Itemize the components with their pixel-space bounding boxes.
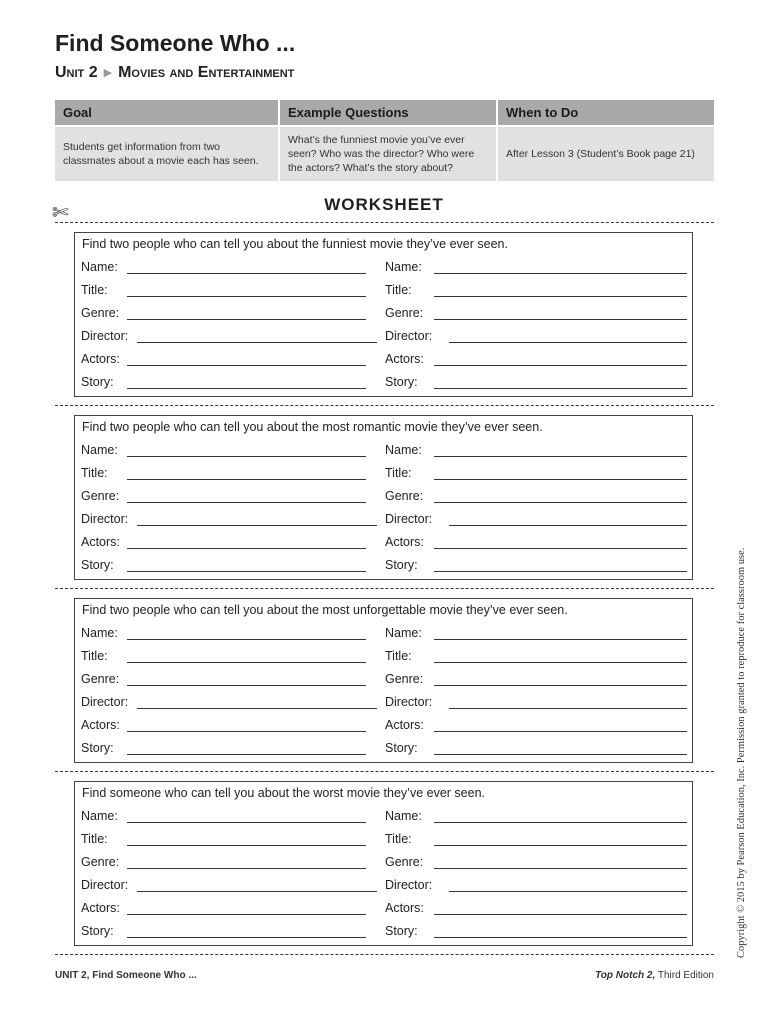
write-in-line[interactable]	[137, 525, 377, 526]
write-in-line[interactable]	[434, 571, 687, 572]
field-label: Story:	[385, 375, 418, 389]
write-in-line[interactable]	[127, 639, 366, 640]
field-label: Story:	[81, 375, 114, 389]
unit-heading	[55, 64, 294, 82]
worksheet-section	[74, 598, 693, 763]
write-in-line[interactable]	[127, 868, 366, 869]
field-title-1	[81, 832, 379, 848]
field-label: Story:	[385, 741, 418, 755]
write-in-line[interactable]	[434, 479, 687, 480]
field-genre-1	[81, 489, 379, 505]
write-in-line[interactable]	[434, 365, 687, 366]
write-in-line[interactable]	[127, 754, 366, 755]
field-label: Story:	[385, 924, 418, 938]
field-label: Name:	[385, 260, 422, 274]
field-label: Story:	[385, 558, 418, 572]
field-label: Title:	[81, 649, 108, 663]
field-title-1	[81, 466, 379, 482]
field-label: Story:	[81, 741, 114, 755]
field-actors-1	[81, 535, 379, 551]
cut-line	[55, 954, 714, 955]
field-story-1	[81, 741, 379, 757]
scissors-icon: ✄	[52, 202, 69, 224]
write-in-line[interactable]	[449, 708, 687, 709]
field-label: Title:	[81, 283, 108, 297]
field-actors-1	[81, 352, 379, 368]
footer-book-title: Top Notch 2,	[595, 970, 656, 981]
write-in-line[interactable]	[127, 914, 366, 915]
write-in-line[interactable]	[449, 525, 687, 526]
write-in-line[interactable]	[127, 479, 366, 480]
write-in-line[interactable]	[449, 342, 687, 343]
field-actors-1	[81, 901, 379, 917]
write-in-line[interactable]	[137, 708, 377, 709]
field-label: Name:	[385, 443, 422, 457]
write-in-line[interactable]	[137, 891, 377, 892]
write-in-line[interactable]	[127, 662, 366, 663]
field-label: Director:	[385, 329, 433, 343]
cut-line	[55, 771, 714, 772]
cut-line	[55, 222, 714, 223]
write-in-line[interactable]	[434, 502, 687, 503]
field-name-1	[81, 809, 379, 825]
field-label: Actors:	[385, 535, 424, 549]
field-label: Title:	[385, 283, 412, 297]
field-name-1	[81, 626, 379, 642]
field-name-2	[385, 626, 689, 642]
field-name-1	[81, 260, 379, 276]
write-in-line[interactable]	[434, 731, 687, 732]
field-label: Title:	[81, 832, 108, 846]
example-questions-header: Example Questions	[279, 100, 497, 126]
unit-topic: Movies and Entertainment	[118, 64, 295, 81]
write-in-line[interactable]	[434, 296, 687, 297]
write-in-line[interactable]	[127, 571, 366, 572]
field-genre-2	[385, 855, 689, 871]
field-name-2	[385, 443, 689, 459]
field-label: Actors:	[385, 901, 424, 915]
field-actors-2	[385, 352, 689, 368]
field-genre-2	[385, 672, 689, 688]
footer-edition: Third Edition	[657, 970, 714, 981]
field-label: Genre:	[385, 855, 424, 869]
unit-number: Unit 2	[55, 64, 98, 81]
field-label: Actors:	[81, 352, 120, 366]
write-in-line[interactable]	[127, 365, 366, 366]
field-director-1	[81, 329, 379, 345]
write-in-line[interactable]	[434, 662, 687, 663]
write-in-line[interactable]	[127, 548, 366, 549]
write-in-line[interactable]	[127, 822, 366, 823]
field-title-2	[385, 832, 689, 848]
page-title: Find Someone Who ...	[55, 30, 296, 56]
field-story-1	[81, 558, 379, 574]
field-genre-2	[385, 489, 689, 505]
write-in-line[interactable]	[127, 845, 366, 846]
goal-cell: Students get information from two classmates about a movie each has seen.	[55, 126, 279, 181]
write-in-line[interactable]	[434, 822, 687, 823]
field-story-2	[385, 558, 689, 574]
triangle-arrow-icon: ▶	[103, 67, 113, 79]
field-actors-2	[385, 718, 689, 734]
write-in-line[interactable]	[127, 296, 366, 297]
field-label: Director:	[385, 512, 433, 526]
field-label: Name:	[81, 809, 118, 823]
field-name-1	[81, 443, 379, 459]
field-label: Genre:	[81, 672, 120, 686]
field-label: Genre:	[385, 672, 424, 686]
field-genre-1	[81, 672, 379, 688]
field-story-2	[385, 375, 689, 391]
field-title-1	[81, 283, 379, 299]
field-label: Director:	[385, 695, 433, 709]
field-story-1	[81, 924, 379, 940]
cut-line	[55, 405, 714, 406]
section-prompt: Find two people who can tell you about the most romantic movie they’ve ever seen.	[82, 420, 543, 434]
field-label: Title:	[385, 466, 412, 480]
field-label: Name:	[81, 626, 118, 640]
section-prompt: Find two people who can tell you about the most unforgettable movie they’ve ever seen.	[82, 603, 568, 617]
field-name-2	[385, 260, 689, 276]
field-director-1	[81, 512, 379, 528]
field-title-2	[385, 649, 689, 665]
worksheet-section	[74, 781, 693, 946]
field-genre-2	[385, 306, 689, 322]
field-label: Story:	[81, 558, 114, 572]
field-label: Name:	[385, 809, 422, 823]
field-story-2	[385, 924, 689, 940]
write-in-line[interactable]	[434, 937, 687, 938]
footer-unit: UNIT 2, Find Someone Who ...	[55, 970, 197, 981]
field-genre-1	[81, 855, 379, 871]
write-in-line[interactable]	[137, 342, 377, 343]
write-in-line[interactable]	[434, 319, 687, 320]
goal-table	[55, 100, 714, 181]
field-label: Actors:	[385, 718, 424, 732]
write-in-line[interactable]	[434, 868, 687, 869]
write-in-line[interactable]	[434, 914, 687, 915]
field-label: Genre:	[385, 306, 424, 320]
write-in-line[interactable]	[434, 273, 687, 274]
field-label: Story:	[81, 924, 114, 938]
write-in-line[interactable]	[434, 639, 687, 640]
example-questions-cell: What’s the funniest movie you’ve ever seen? Who was the director? Who were the actors? What’s the story about?	[279, 126, 497, 181]
field-label: Genre:	[81, 855, 120, 869]
write-in-line[interactable]	[127, 731, 366, 732]
write-in-line[interactable]	[127, 273, 366, 274]
field-actors-2	[385, 535, 689, 551]
field-label: Director:	[81, 329, 129, 343]
write-in-line[interactable]	[434, 685, 687, 686]
write-in-line[interactable]	[127, 456, 366, 457]
field-director-2	[385, 512, 689, 528]
field-story-1	[81, 375, 379, 391]
field-label: Director:	[81, 695, 129, 709]
field-actors-2	[385, 901, 689, 917]
copyright-notice: Copyright © 2015 by Pearson Education, Inc. Permission granted to reproduce for classroom use.	[736, 547, 747, 958]
when-to-do-cell: After Lesson 3 (Student’s Book page 21)	[497, 126, 714, 181]
field-story-2	[385, 741, 689, 757]
write-in-line[interactable]	[127, 937, 366, 938]
field-title-2	[385, 283, 689, 299]
field-label: Director:	[81, 512, 129, 526]
write-in-line[interactable]	[434, 845, 687, 846]
section-prompt: Find someone who can tell you about the worst movie they’ve ever seen.	[82, 786, 485, 800]
field-director-2	[385, 329, 689, 345]
write-in-line[interactable]	[434, 548, 687, 549]
field-label: Genre:	[385, 489, 424, 503]
field-label: Director:	[385, 878, 433, 892]
write-in-line[interactable]	[127, 685, 366, 686]
field-label: Name:	[81, 443, 118, 457]
field-label: Director:	[81, 878, 129, 892]
worksheet-section	[74, 232, 693, 397]
field-label: Actors:	[81, 535, 120, 549]
write-in-line[interactable]	[449, 891, 687, 892]
field-genre-1	[81, 306, 379, 322]
section-prompt: Find two people who can tell you about the funniest movie they’ve ever seen.	[82, 237, 508, 251]
field-label: Genre:	[81, 306, 120, 320]
field-label: Name:	[81, 260, 118, 274]
field-label: Actors:	[81, 718, 120, 732]
goal-header: Goal	[55, 100, 279, 126]
field-label: Title:	[81, 466, 108, 480]
cut-line	[55, 588, 714, 589]
write-in-line[interactable]	[127, 319, 366, 320]
write-in-line[interactable]	[434, 754, 687, 755]
field-label: Genre:	[81, 489, 120, 503]
field-title-1	[81, 649, 379, 665]
field-title-2	[385, 466, 689, 482]
field-label: Name:	[385, 626, 422, 640]
field-label: Title:	[385, 832, 412, 846]
worksheet-section	[74, 415, 693, 580]
field-director-1	[81, 878, 379, 894]
field-label: Title:	[385, 649, 412, 663]
field-label: Actors:	[81, 901, 120, 915]
field-director-2	[385, 878, 689, 894]
field-director-2	[385, 695, 689, 711]
when-to-do-header: When to Do	[497, 100, 714, 126]
field-name-2	[385, 809, 689, 825]
write-in-line[interactable]	[127, 502, 366, 503]
footer-book	[595, 970, 714, 981]
write-in-line[interactable]	[434, 388, 687, 389]
worksheet-title: WORKSHEET	[324, 195, 444, 214]
field-label: Actors:	[385, 352, 424, 366]
field-director-1	[81, 695, 379, 711]
write-in-line[interactable]	[127, 388, 366, 389]
field-actors-1	[81, 718, 379, 734]
write-in-line[interactable]	[434, 456, 687, 457]
